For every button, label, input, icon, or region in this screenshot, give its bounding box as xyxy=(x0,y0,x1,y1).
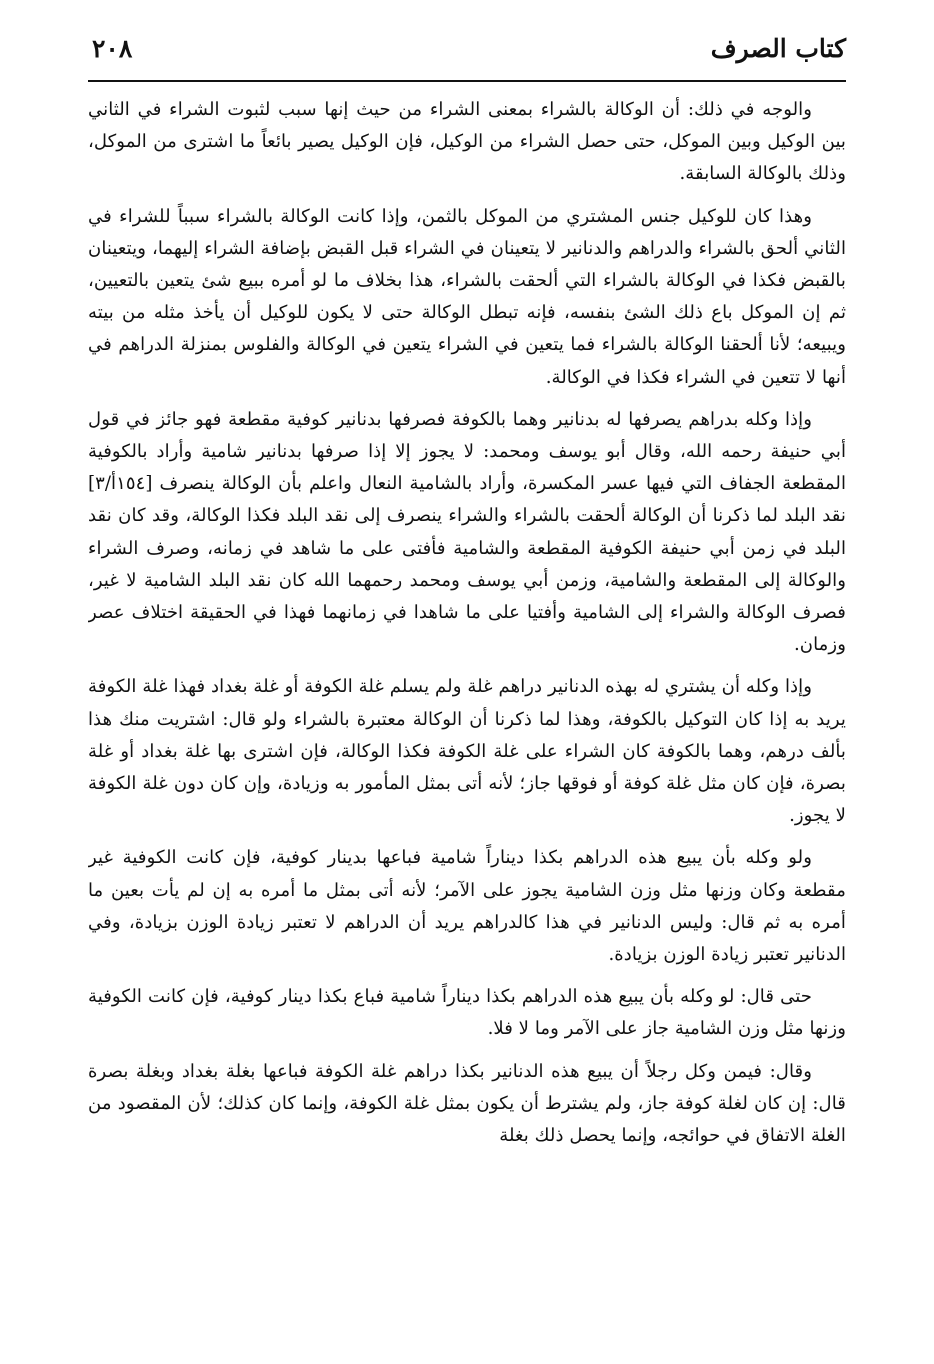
main-text xyxy=(88,94,846,1346)
page-number: ٢٠٨ xyxy=(92,34,133,63)
page-header xyxy=(88,32,846,70)
paragraph-2: وهذا كان للوكيل جنس المشتري من الموكل بالثمن، وإذا كانت الوكالة بالشراء سبباً للشراء في الثاني ألحق بالشراء والدراهم والدنانير لا يتعينان في الشراء قبل القبض بإضافة الشراء إليهما، ويتعينان بالقبض فكذا في الوكالة بالشراء التي ألحقت بالشراء، هذا بخلاف ما لو أمره ببيع شئ يتعين بالتعيين، ثم إن الموكل باع ذلك الشئ بنفسه، فإنه تبطل الوكالة حتى لا يكون للوكيل أن يأخذ مثله من بيته ويبيعه؛ لأنا ألحقنا الوكالة بالشراء فما يتعين في الشراء يتعين في الوكالة والفلوس بمنزلة الدراهم في أنها لا تتعين في الشراء فكذا في الوكالة. xyxy=(88,205,846,388)
paragraph-4: وإذا وكله أن يشتري له بهذه الدنانير دراهم غلة ولم يسلم غلة الكوفة أو غلة بغداد فهذا غلة الكوفة يريد به إذا كان التوكيل بالكوفة، وهذا لما ذكرنا أن الوكالة معتبرة بالشراء ولو قال: اشتريت منك هذا بألف درهم، وهما بالكوفة كان الشراء على غلة الكوفة فكذا الوكالة، فإن اشترى بها غلة بغداد أو غلة بصرة، فإن كان مثل غلة كوفة أو فوقها جاز؛ لأنه أتى بمثل المأمور به وزيادة، وإن كان دون غلة الكوفة لا يجوز. xyxy=(88,676,846,827)
paragraph-7: وقال: فيمن وكل رجلاً أن يبيع هذه الدنانير بكذا دراهم غلة الكوفة فباعها بغلة بغداد وبغلة بصرة قال: إن كان لغلة كوفة جاز، ولم يشترط أن يكون بمثل غلة الكوفة، وإنما كان كذلك؛ لأن المقصود من الغلة الاتفاق في حوائجه، وإنما يحصل ذلك بغلة xyxy=(88,1060,846,1147)
paragraph-3: وإذا وكله بدراهم يصرفها له بدنانير وهما بالكوفة فصرفها بدنانير كوفية مقطعة فهو جائز في قول أبي حنيفة رحمه الله، وقال أبو يوسف ومحمد: لا يجوز إلا إذا صرفها بدنانير شامية وأراد بالكوفية المقطعة الجفاف التي فيها عسر المكسرة، وأراد بالشامية النعال واعلم بأن الوكالة ينصرف [١٥٤أ/٣] نقد البلد لما ذكرنا أن الوكالة ألحقت بالشراء والشراء ينصرف إلى نقد البلد فكذا الوكالة، وقد كان نقد البلد في زمن أبي حنيفة الكوفية المقطعة والشامية فأفتى على ما شاهد في زمانه، وصرف الشراء والوكالة إلى المقطعة والشامية، وزمن أبي يوسف ومحمد رحمهما الله كان نقد البلد الشامية لا غير، فصرف الوكالة والشراء إلى الشامية وأفتيا على ما شاهدا في زمانهما فهذا في الحقيقة اختلاف عصر وزمان. xyxy=(88,408,846,656)
paragraph-1: والوجه في ذلك: أن الوكالة بالشراء بمعنى الشراء من حيث إنها سبب لثبوت الشراء في الثاني بين الوكيل وبين الموكل، حتى حصل الشراء من الوكيل، فإن الوكيل يصير بائعاً ما اشترى من الموكل، وذلك بالوكالة السابقة. xyxy=(88,99,846,185)
header-divider xyxy=(88,80,846,82)
chapter-title: كتاب الصرف xyxy=(710,34,846,63)
paragraph-6: حتى قال: لو وكله بأن يبيع هذه الدراهم بكذا ديناراً شامية فباع بكذا دينار كوفية، فإن كانت الكوفية وزنها مثل وزن الشامية جاز على الآمر وما لا فلا. xyxy=(88,986,846,1040)
paragraph-5: ولو وكله بأن يبيع هذه الدراهم بكذا ديناراً شامية فباعها بدينار كوفية، فإن كانت الكوفية غير مقطعة وكان وزنها مثل وزن الشامية يجوز على الآمر؛ لأنه أتى بمثل ما أمره به إن لم يأت بعين ما أمره به ثم قال: وليس الدنانير في هذا كالدراهم يريد أن الدراهم لا تعتبر زيادة الوزن بزيادة، وفي الدنانير تعتبر زيادة الوزن بزيادة. xyxy=(88,847,846,966)
